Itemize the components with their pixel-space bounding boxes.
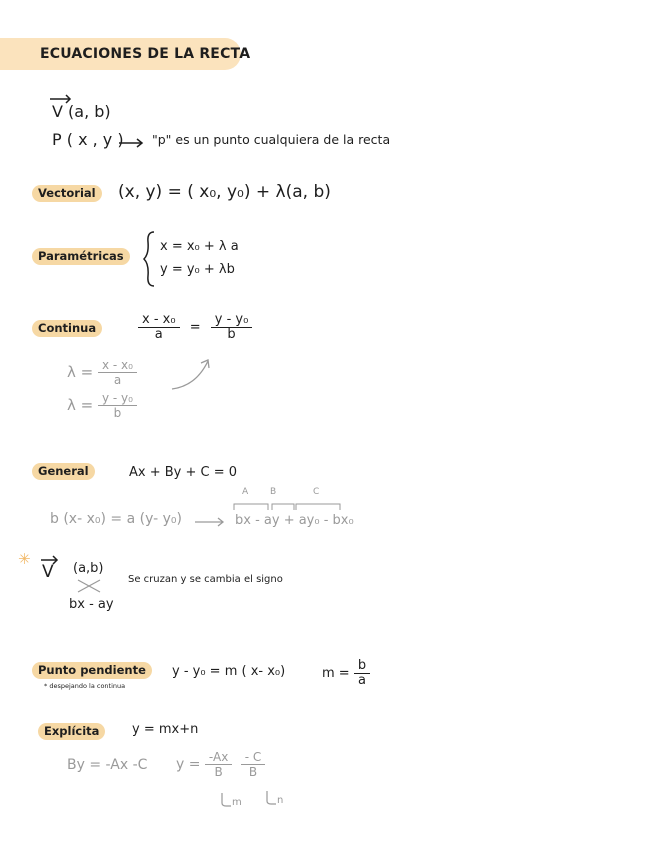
explicita-step1: By = -Ax -C (67, 757, 148, 773)
label-punto-pendiente: Punto pendiente (32, 662, 152, 679)
vectorial-equation: (x, y) = ( x₀, y₀) + λ(a, b) (118, 182, 331, 202)
parametric-x: x = x₀ + λ a (160, 239, 239, 254)
label-vectorial: Vectorial (32, 185, 102, 202)
point-note: "p" es un punto cualquiera de la recta (152, 132, 391, 147)
bracket-label-a: A (242, 487, 249, 497)
general-equation: Ax + By + C = 0 (129, 465, 238, 480)
label-continua: Continua (32, 320, 102, 337)
page-title: ECUACIONES DE LA RECTA (40, 46, 251, 62)
hook-arrow-n-icon (264, 790, 278, 806)
continua-equation: $\frac{\text{x - x₀}}{a}$ = $\frac{\text{y - y₀}}{b}$ (138, 313, 252, 342)
vector-letter: V (52, 102, 63, 121)
label-explicita: Explícita (38, 723, 105, 740)
explicita-equation: y = mx+n (132, 722, 199, 737)
curved-arrow-icon (170, 356, 214, 392)
label-parametricas: Paramétricas (32, 248, 130, 265)
bracket-label-b: B (270, 487, 277, 497)
cross-vector-arrow-icon (39, 555, 63, 565)
arrow-right-icon (117, 138, 147, 148)
brace-icon (143, 230, 157, 288)
coefficient-brackets (232, 501, 344, 511)
vector-arrow-icon (48, 94, 78, 104)
fraction-x: $\frac{\text{x - x₀}}{a}$ (138, 313, 180, 342)
cross-pair: (a,b) (73, 561, 104, 576)
mark-m: m (232, 797, 242, 808)
bracket-label-c: C (313, 487, 320, 497)
label-general: General (32, 463, 95, 480)
parametric-y: y = y₀ + λb (160, 262, 235, 277)
lambda-from-x: λ = $\frac{\text{x - x₀}}{a}$ (67, 358, 137, 387)
lambda-from-y: λ = $\frac{\text{y - y₀}}{b}$ (67, 391, 137, 420)
cross-lines-icon (75, 578, 105, 594)
cross-vector-letter: V (42, 562, 54, 582)
explicita-step2: y = $\frac{-Ax}{B}$ $\frac{- C}{B}$ (176, 750, 265, 779)
mark-n: n (277, 795, 284, 806)
fraction-y: $\frac{\text{y - y₀}}{b}$ (211, 313, 253, 342)
star-icon: ✳ (18, 550, 31, 568)
vector-components: (a, b) (68, 102, 111, 121)
point-definition: P ( x , y ) (52, 130, 124, 149)
slope-formula: m = $\frac{b}{a}$ (322, 659, 370, 688)
general-expanded: bx - ay + ay₀ - bx₀ (235, 513, 354, 528)
punto-pendiente-note: * despejando la continua (44, 682, 126, 690)
arrow-right-gray-icon (193, 517, 229, 527)
hook-arrow-m-icon (219, 792, 233, 808)
general-derivation: b (x- x₀) = a (y- y₀) (50, 511, 182, 527)
vector-definition (52, 102, 111, 121)
punto-pendiente-equation: y - y₀ = m ( x- x₀) (172, 664, 286, 679)
cross-note: Se cruzan y se cambia el signo (128, 574, 283, 585)
cross-result: bx - ay (69, 597, 114, 612)
